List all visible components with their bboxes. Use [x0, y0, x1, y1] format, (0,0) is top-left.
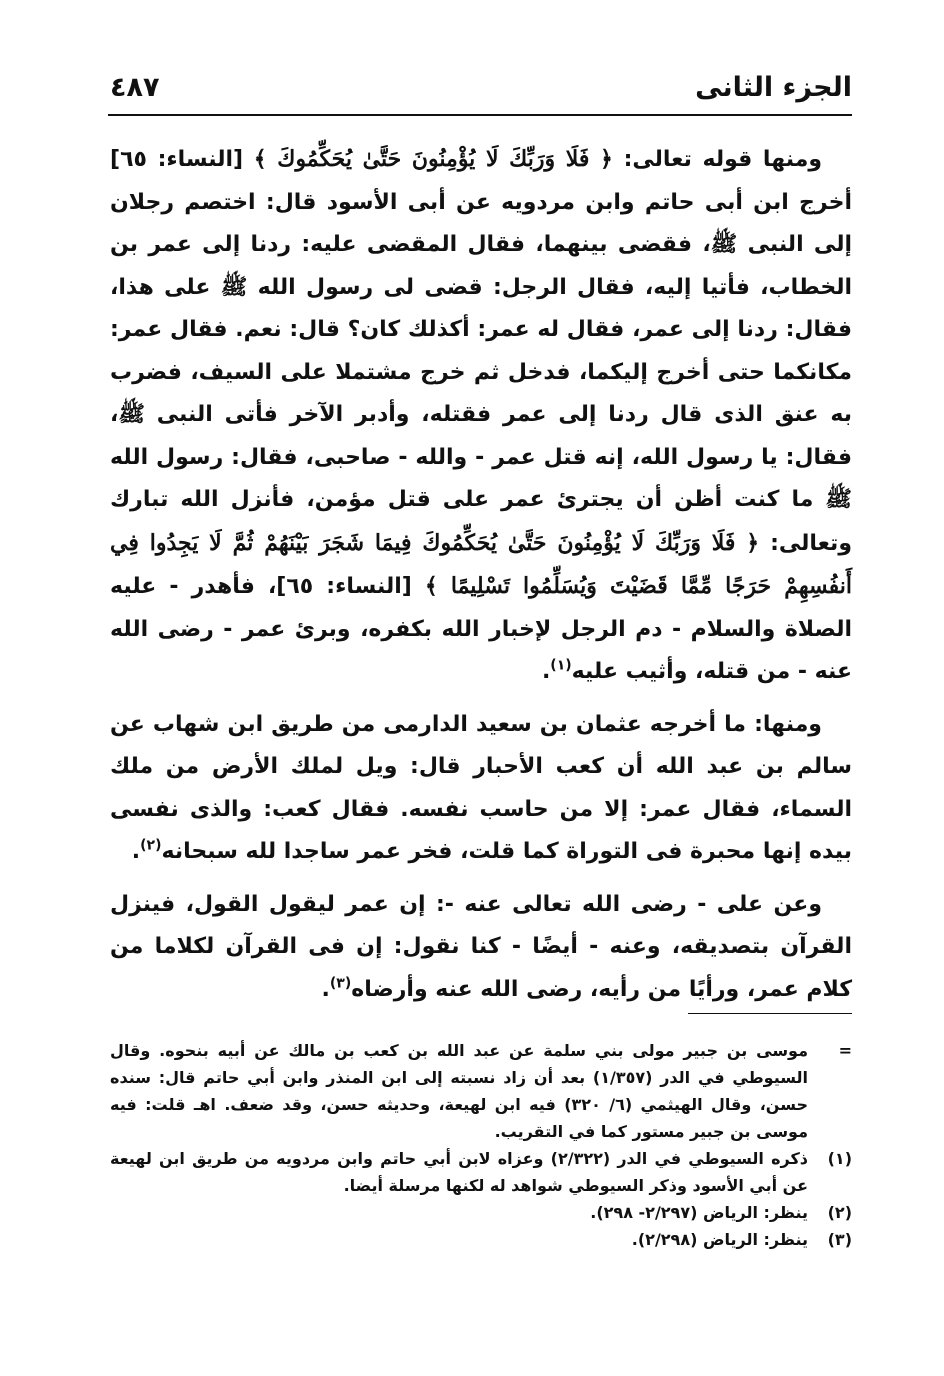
- paragraph-1-text: [النساء: ٦٥] أخرج ابن أبى حاتم وابن مردويه عن أبى الأسود قال: اختصم رجلان إلى النبى ﷺ، فقضى بينهما، فقال المقضى عليه: ردنا إلى عمر بن الخطاب، فأتيا إليه، فقال الرجل: قضى لى رسول الله ﷺ على هذا، فقال: ردنا إلى عمر، فقال له عمر: أكذلك كان؟ قال: نعم. فقال عمر: مكانكما حتى أخرج إليكما، فدخل ثم خرج مشتملا على السيف، فضرب به عنق الذى قال ردنا إلى عمر فقتله، وأدبر الآخر فأتى النبى ﷺ، فقال: يا رسول الله، إنه قتل عمر - والله - صاحبى، فقال: رسول الله ﷺ ما كنت أظن أن يجترئ عمر على قتل مؤمن، فأنزل الله تبارك وتعالى:: [110, 147, 852, 556]
- footnote-separator: [688, 1013, 852, 1014]
- page-header: [108, 66, 852, 118]
- footnote-3: [110, 1226, 852, 1253]
- main-text: [110, 138, 852, 1011]
- paragraph-3-text: وعن على - رضى الله تعالى عنه -: إن عمر ليقول القول، فينزل القرآن بتصديقه، وعنه - أيضًا - كنا نقول: إن فى القرآن لكلاما من كلام عمر، ورأيًا من رأيه، رضى الله عنه وأرضاه: [110, 891, 852, 1002]
- paragraph-3: [110, 884, 852, 1012]
- paragraph-1: [110, 138, 852, 694]
- footnote-3-marker: (٣): [827, 1230, 852, 1249]
- footnotes: [110, 1037, 852, 1253]
- footnote-ref-1: (١): [550, 657, 572, 674]
- footnote-ref-2: (٢): [140, 837, 162, 854]
- paragraph-3-end: .: [321, 976, 330, 1002]
- paragraph-1-intro: ومنها قوله تعالى:: [612, 147, 822, 172]
- quran-verse-1: ﴿ فَلَا وَرَبِّكَ لَا يُؤْمِنُونَ حَتَّىٰ يُحَكِّمُوكَ ﴾: [253, 146, 613, 172]
- footnote-1: [110, 1145, 852, 1199]
- footnote-1-text: ذكره السيوطي في الدر (٢/٣٢٢) وعزاه لابن أبي حاتم وابن مردويه من طريق ابن لهيعة عن أبي الأسود وذكر السيوطي شواهد له لكنها مرسلة أيضا.: [110, 1149, 808, 1195]
- footnote-3-text: ينظر: الرياض (٢/٢٩٨).: [631, 1230, 808, 1249]
- footnote-continuation-text: موسى بن جبير مولى بني سلمة عن عبد الله بن كعب بن مالك عن أبيه بنحوه. وقال السيوطي في الدر (١/٣٥٧) بعد أن زاد نسبته إلى ابن المنذر وابن أبي حاتم قال: سنده حسن، وقال الهيثمي (٦/ ٣٢٠) فيه ابن لهيعة، وحديثه حسن، وقد ضعف. اهـ قلت: فيه موسى بن جبير مستور كما في التقريب.: [110, 1041, 809, 1141]
- paragraph-1-conclusion: [النساء: ٦٥]، فأهدر - عليه الصلاة والسلام - دم الرجل لإخبار الله بكفره، وبرئ عمر - رضى الله عنه - من قتله، وأثيب عليه: [110, 574, 852, 684]
- footnote-2: [110, 1199, 852, 1226]
- paragraph-2-text: ومنها: ما أخرجه عثمان بن سعيد الدارمى من طريق ابن شهاب عن سالم بن عبد الله أن كعب الأحبار قال: ويل لملك الأرض من ملك السماء، فقال عمر: إلا من حاسب نفسه. فقال كعب: والذى نفسى بيده إنها محبرة فى التوراة كما قلت، فخر عمر ساجدا لله سبحانه: [110, 711, 852, 864]
- page-number: ٤٨٧: [110, 72, 160, 103]
- paragraph-2: [110, 704, 852, 874]
- footnote-2-marker: (٢): [827, 1203, 852, 1222]
- running-title: الجزء الثانى: [695, 72, 852, 103]
- footnote-2-text: ينظر: الرياض (٢/٢٩٧- ٢٩٨).: [590, 1203, 808, 1222]
- footnote-ref-3: (٣): [329, 975, 352, 992]
- paragraph-1-end: .: [541, 659, 551, 684]
- paragraph-2-end: .: [131, 839, 141, 864]
- quran-verse-2: ﴿ فَلَا وَرَبِّكَ لَا يُؤْمِنُونَ حَتَّىٰ يُحَكِّمُوكَ فِيمَا شَجَرَ بَيْنَهُمْ ثُمَّ لَا يَجِدُوا فِي أَنفُسِهِمْ حَرَجًا مِّمَّا قَضَيْتَ وَيُسَلِّمُوا تَسْلِيمًا ﴾: [110, 529, 852, 599]
- footnote-continuation: [110, 1037, 852, 1145]
- header-rule: [108, 114, 852, 116]
- footnote-continuation-marker: =: [838, 1041, 852, 1060]
- footnote-1-marker: (١): [827, 1149, 852, 1168]
